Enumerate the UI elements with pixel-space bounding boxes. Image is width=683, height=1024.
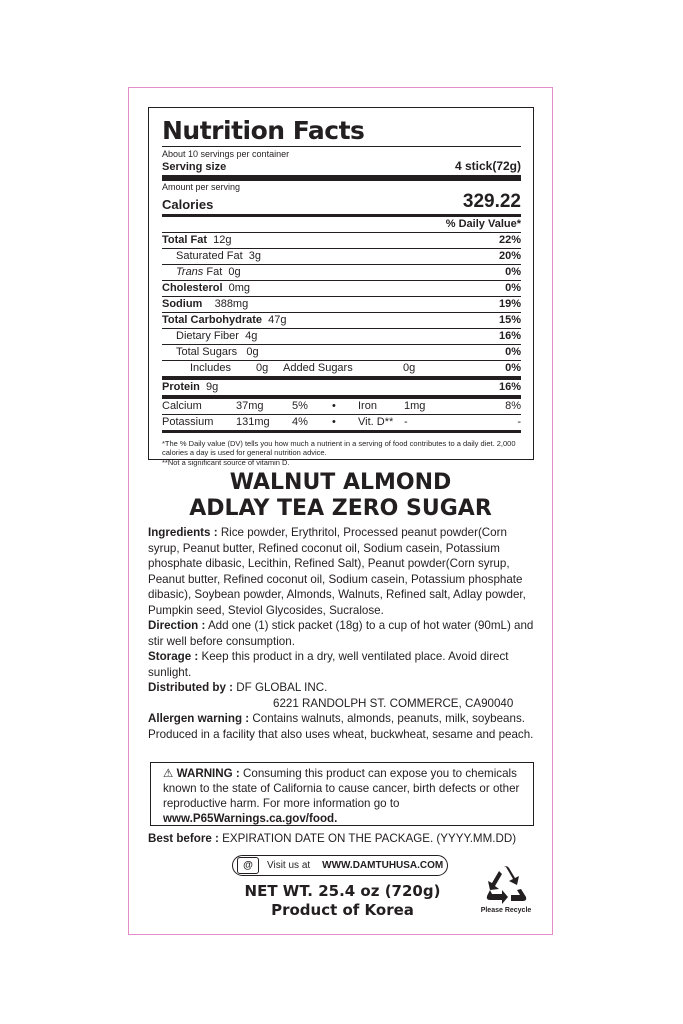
nutrient-row-total-sugars: Total Sugars 0g 0%	[162, 345, 521, 361]
amount-per-serving: Amount per serving	[162, 182, 241, 192]
ingredients: Ingredients : Rice powder, Erythritol, Processed peanut powder(Corn syrup, Peanut butter, Refined coconut oil, Sodium casein, Potassium phosphate dibasic, Lecithin, Refined Salt), Peanut powder(Corn syrup, Peanut butter, Refined coconut oil, Sodium casein, Potassium phosphate dibasic), Soybean powder, Almonds, Walnuts, Refined salt, Adlay powder, Pumpkin seed, Steviol Glycosides, Sucralose.	[148, 526, 526, 617]
nutrition-facts-title: Nutrition Facts	[162, 116, 365, 145]
product-name	[128, 470, 553, 522]
warning-triangle-icon: ⚠	[163, 767, 174, 780]
calories-row	[162, 192, 521, 214]
nutrient-row-trans-fat: Trans Fat 0g 0%	[162, 265, 521, 281]
visit-label: Visit us at	[267, 860, 311, 871]
net-weight: NET WT. 25.4 oz (720g)	[244, 882, 441, 900]
product-name-line1: WALNUT ALMOND	[229, 470, 452, 495]
vitamin-d-footnote: **Not a significant source of vitamin D.	[162, 458, 290, 467]
direction: Direction : Add one (1) stick packet (18g) to a cup of hot water (90mL) and stir well before consumption.	[148, 619, 534, 648]
calories-value: 329.22	[462, 191, 521, 212]
nutrient-row-dietary-fiber: Dietary Fiber 4g 16%	[162, 329, 521, 345]
nutrient-row-sodium: Sodium 388mg 19%	[162, 297, 521, 313]
nutrient-row-saturated-fat: Saturated Fat 3g 20%	[162, 249, 521, 265]
storage: Storage : Keep this product in a dry, well ventilated place. Avoid direct sunlight.	[148, 650, 509, 679]
serving-size-value: 4 stick(72g)	[454, 159, 521, 173]
recycle-icon	[484, 865, 528, 905]
warning-url[interactable]: www.P65Warnings.ca.gov/food.	[163, 812, 338, 825]
recycle-logo	[480, 865, 532, 914]
daily-value-footnote: *The % Daily value (DV) tells you how much a nutrient in a serving of food contributes to a daily diet. 2,000 calories a day is used for general nutrition advice.	[162, 439, 516, 457]
distributor-address: 6221 RANDOLPH ST. COMMERCE, CA90040	[273, 696, 514, 710]
recycle-caption: Please Recycle	[480, 907, 532, 914]
daily-value-header: % Daily Value*	[162, 217, 521, 233]
serving-size-label: Serving size	[162, 161, 227, 173]
distributed-by: Distributed by : DF GLOBAL INC.	[148, 681, 328, 694]
nutrient-row-added-sugars: Includes 0g Added Sugars 0g 0%	[162, 361, 521, 380]
nutrient-row-total-fat: Total Fat 12g 22%	[162, 233, 521, 249]
warning-text: Consuming this product can expose you to chemicals known to the state of California to cause cancer, birth defects or other reproductive harm. For more information go to	[163, 767, 520, 810]
mineral-row-calcium-iron: Calcium 37mg 5% • Iron 1mg 8%	[162, 399, 521, 415]
serving-size-row	[162, 159, 521, 175]
nutrient-row-cholesterol: Cholesterol 0mg 0%	[162, 281, 521, 297]
best-before: Best before : EXPIRATION DATE ON THE PACKAGE. (YYYY.MM.DD)	[148, 832, 517, 845]
mineral-row-potassium-vitd: Potassium 131mg 4% • Vit. D** - -	[162, 415, 521, 433]
product-origin: Product of Korea	[271, 901, 414, 919]
product-name-line2: ADLAY TEA ZERO SUGAR	[189, 496, 492, 521]
nutrition-facts-panel	[148, 107, 534, 467]
net-weight-block	[240, 882, 445, 920]
calories-label: Calories	[162, 197, 214, 212]
warning-label: WARNING :	[176, 767, 240, 780]
website-link[interactable]: WWW.DAMTUHUSA.COM	[322, 860, 444, 871]
allergen-warning: Allergen warning : Contains walnuts, almonds, peanuts, milk, soybeans. Produced in a facility that also uses wheat, buckwheat, sesame and peach.	[148, 712, 534, 741]
product-info	[148, 525, 538, 742]
nutrient-row-protein: Protein 9g 16%	[162, 380, 521, 399]
nutrient-row-total-carbohydrate: Total Carbohydrate 47g 15%	[162, 313, 521, 329]
visit-us-badge[interactable]	[232, 855, 448, 876]
servings-per-container: About 10 servings per container	[162, 149, 290, 159]
prop65-warning-box	[150, 762, 534, 826]
email-icon: @	[237, 857, 259, 874]
